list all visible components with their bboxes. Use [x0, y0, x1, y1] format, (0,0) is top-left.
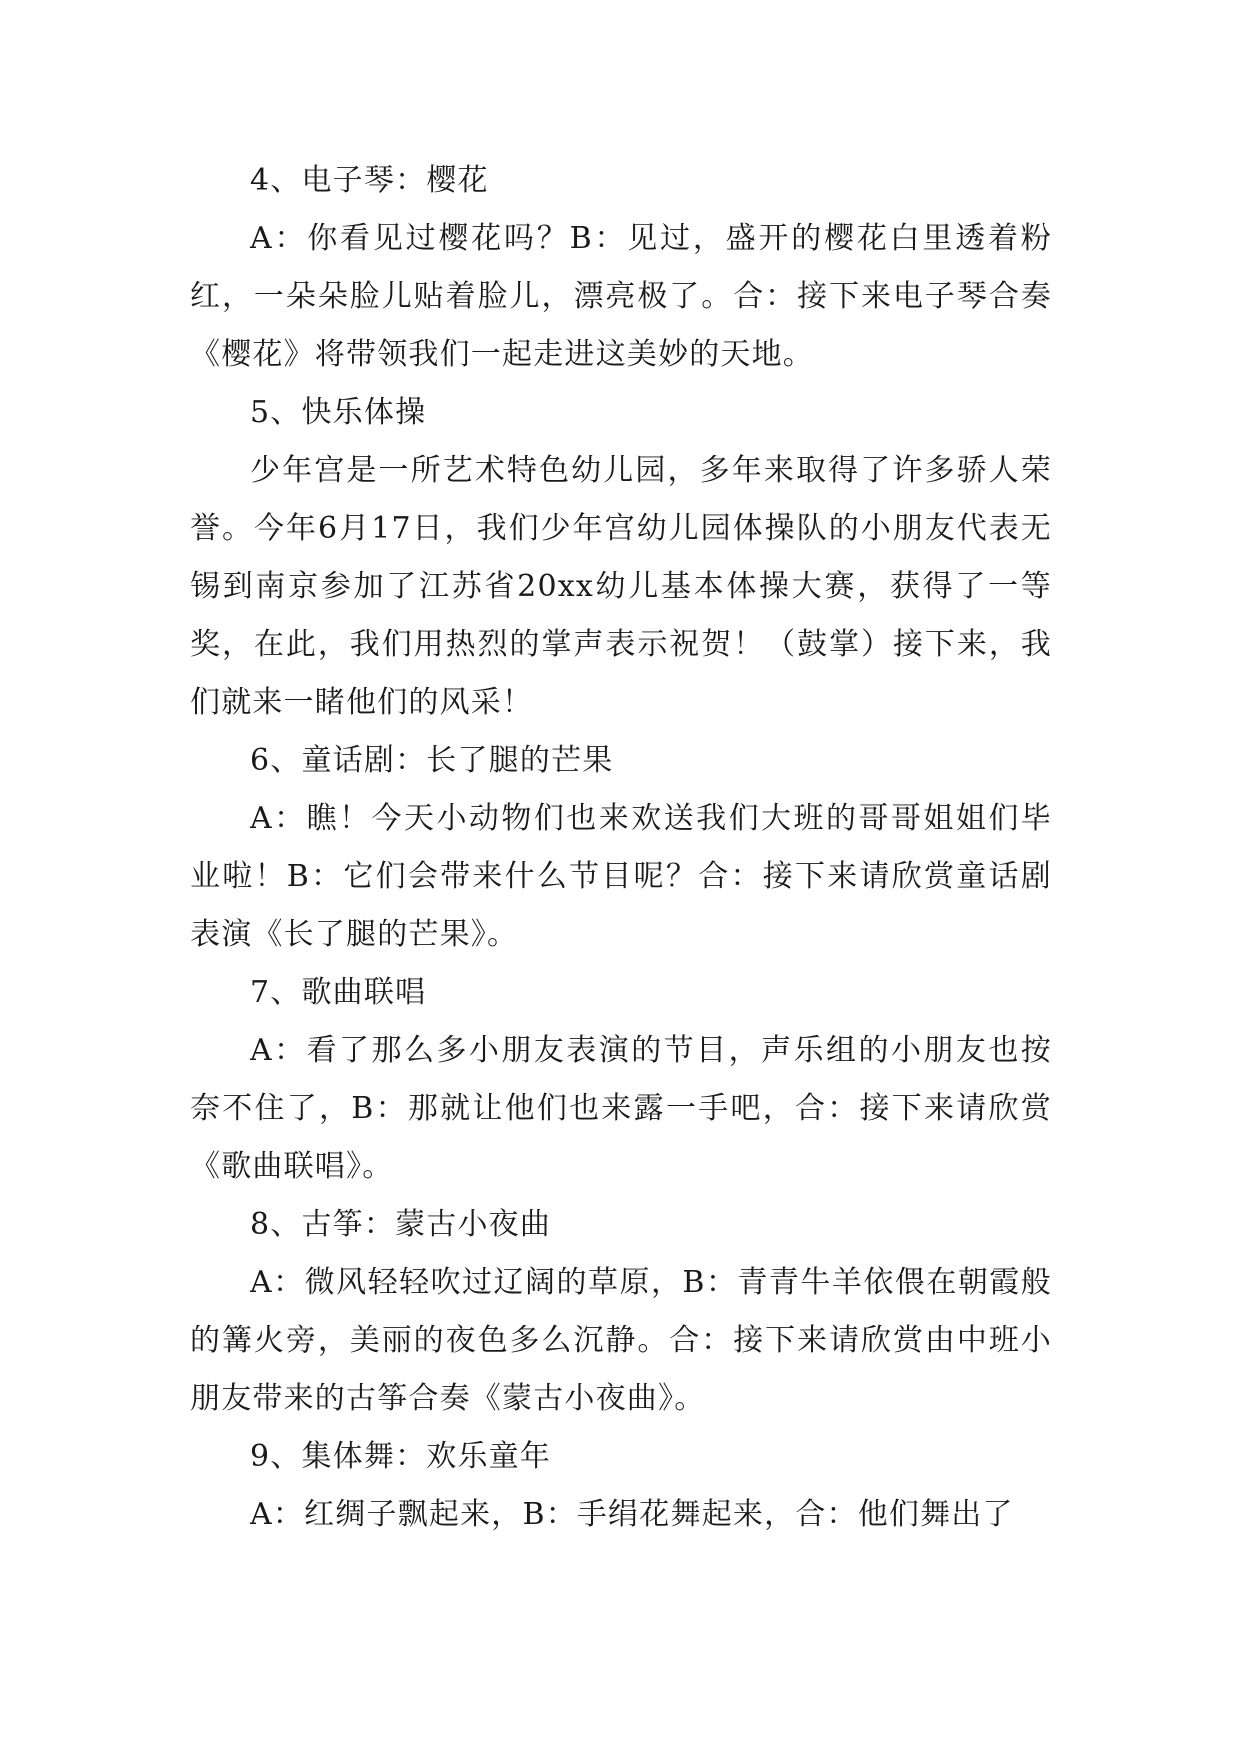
document-page — [190, 152, 1052, 1544]
script-paragraph-sakura: A：你看见过樱花吗？B：见过，盛开的樱花白里透着粉红，一朵朵脸儿贴着脸儿，漂亮极了。合：接下来电子琴合奏《樱花》将带领我们一起走进这美妙的天地。 — [190, 221, 1052, 372]
section-heading-gymnastics: 5、快乐体操 — [250, 395, 427, 430]
script-paragraph-fairy-tale-play: A：瞧！今天小动物们也来欢送我们大班的哥哥姐姐们毕业啦！B：它们会带来什么节目呢？合：接下来请欣赏童话剧表演《长了腿的芒果》。 — [190, 801, 1052, 952]
section-heading-guzheng: 8、古筝：蒙古小夜曲 — [250, 1207, 552, 1242]
section-heading-song-medley: 7、歌曲联唱 — [250, 975, 427, 1010]
script-paragraph-guzheng: A：微风轻轻吹过辽阔的草原，B：青青牛羊依偎在朝霞般的篝火旁，美丽的夜色多么沉静。合：接下来请欣赏由中班小朋友带来的古筝合奏《蒙古小夜曲》。 — [190, 1265, 1052, 1416]
script-paragraph-song-medley: A：看了那么多小朋友表演的节目，声乐组的小朋友也按奈不住了，B：那就让他们也来露一手吧，合：接下来请欣赏《歌曲联唱》。 — [190, 1033, 1052, 1184]
section-heading-electronic-keyboard: 4、电子琴：樱花 — [250, 163, 489, 198]
section-heading-fairy-tale-play: 6、童话剧：长了腿的芒果 — [250, 743, 614, 778]
section-heading-group-dance: 9、集体舞：欢乐童年 — [250, 1439, 552, 1474]
script-paragraph-gymnastics: 少年宫是一所艺术特色幼儿园，多年来取得了许多骄人荣誉。今年6月17日，我们少年宫幼儿园体操队的小朋友代表无锡到南京参加了江苏省20xx幼儿基本体操大赛，获得了一等奖，在此，我们用热烈的掌声表示祝贺！（鼓掌）接下来，我们就来一睹他们的风采！ — [190, 453, 1052, 720]
script-paragraph-group-dance: A：红绸子飘起来，B：手绢花舞起来，合：他们舞出了 — [250, 1497, 1014, 1532]
